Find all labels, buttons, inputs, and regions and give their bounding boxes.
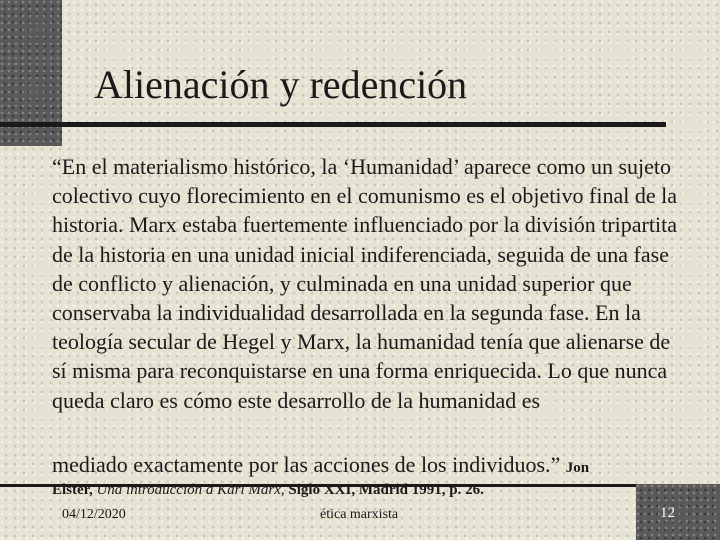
quote-ending: mediado exactamente por las acciones de los individuos.” (52, 452, 561, 477)
title-rule (0, 122, 666, 127)
footer-date: 04/12/2020 (62, 507, 126, 522)
slide-title: Alienación y redención (94, 62, 468, 107)
citation (52, 482, 484, 499)
publisher-info: Siglo XXI, Madrid 1991, p. 26. (288, 482, 484, 498)
footer-center-text: ética marxista (320, 507, 399, 522)
quote-last-line (52, 452, 589, 478)
author-last-name: Elster, (52, 482, 93, 498)
decorative-square-bottom-right (636, 484, 720, 540)
decorative-square-mid-left (0, 62, 62, 146)
author-first-name: Jon (565, 460, 590, 476)
page-number: 12 (660, 505, 675, 521)
quote-body: “En el materialismo histórico, la ‘Humanidad’ aparece como un sujeto colectivo cuyo florecimiento en el comunismo es el objetivo final de la historia. Marx estaba fuertemente influenciado por la división tripartita de la historia en una unidad inicial indiferenciada, seguida de una fase de conflicto y alienación, y culminada en una unidad superior que conservaba la individualidad desarrollada en la segunda fase. En la teología secular de Hegel y Marx, la humanidad tenía que alienarse de sí misma para reconquistarse en una forma enriquecida. Lo que nunca queda claro es cómo este desarrollo de la humanidad es (52, 154, 677, 413)
book-title: Una introducción a Karl Marx, (96, 482, 285, 498)
decorative-square-top-left (0, 0, 62, 62)
